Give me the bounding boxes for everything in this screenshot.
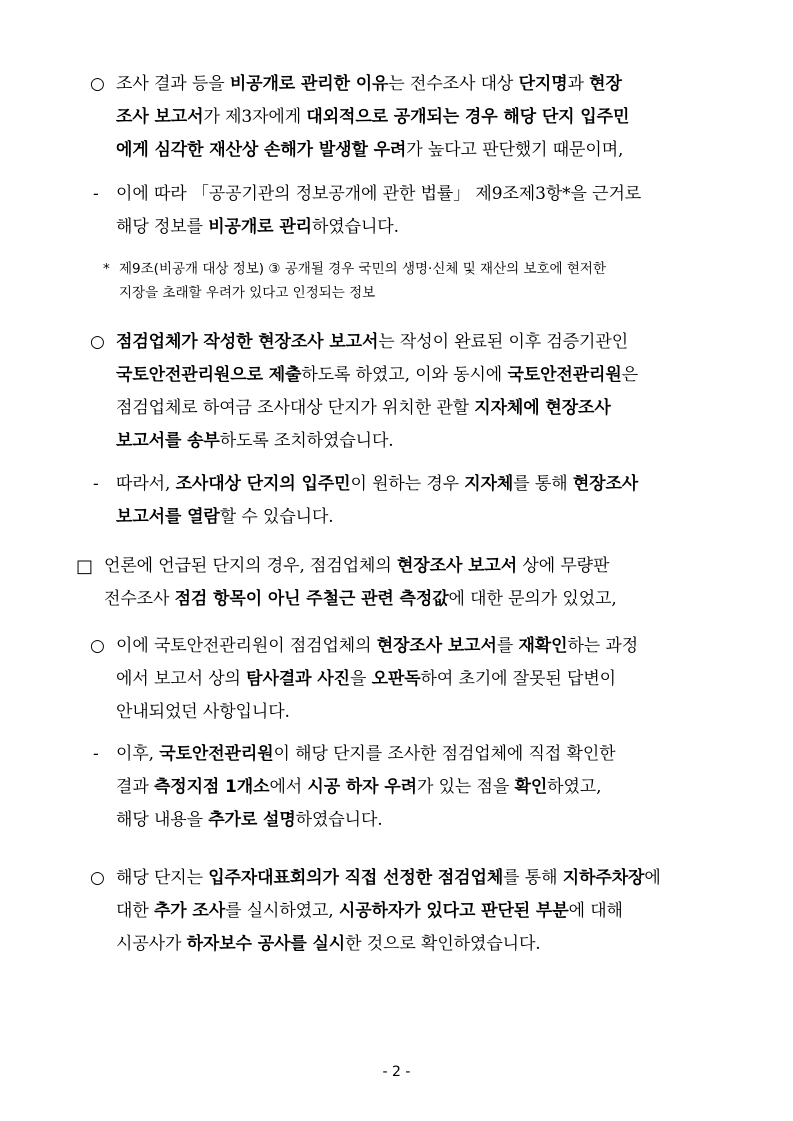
text-line bbox=[116, 696, 290, 729]
bold-text: 보고서를 송부 bbox=[116, 431, 220, 451]
text: 에서 보고서 상의 bbox=[116, 669, 247, 689]
text: 하였습니다. bbox=[311, 217, 399, 237]
bullet-marker: ○ bbox=[90, 868, 105, 888]
bold-text: 재확인 bbox=[518, 636, 568, 656]
bullet-marker: □ bbox=[76, 556, 94, 577]
text: 를 통해 bbox=[503, 868, 563, 888]
page-number: - 2 - bbox=[382, 1064, 411, 1080]
bullet-marker: - bbox=[93, 474, 99, 494]
text: 에 bbox=[644, 868, 661, 888]
text-line bbox=[116, 630, 638, 663]
bold-text: 국토안전관리원 bbox=[507, 365, 622, 385]
bold-text: 조사 보고서 bbox=[116, 107, 204, 127]
bullet-marker: - bbox=[93, 184, 99, 204]
text-line bbox=[116, 101, 629, 134]
text: 따라서, bbox=[116, 474, 176, 494]
bullet-marker: - bbox=[93, 744, 99, 764]
text: 하여 초기에 잘못된 답변이 bbox=[420, 669, 617, 689]
text-line bbox=[119, 281, 375, 305]
text: 를 통해 bbox=[513, 474, 573, 494]
text-line bbox=[104, 583, 617, 616]
text: 에서 bbox=[269, 777, 308, 797]
bold-text: 보고서를 열람 bbox=[116, 507, 220, 527]
text: 지장을 초래할 우려가 있다고 인정되는 정보 bbox=[119, 285, 376, 301]
text-line bbox=[116, 211, 399, 244]
bold-text: 현장 bbox=[589, 74, 622, 94]
text-line bbox=[116, 326, 628, 359]
bullet-marker: ○ bbox=[90, 74, 105, 94]
text: 조사 결과 등을 bbox=[116, 74, 230, 94]
text: 상에 무량판 bbox=[517, 556, 610, 576]
text: 전수조사 bbox=[104, 589, 175, 609]
bullet-marker: ○ bbox=[90, 332, 105, 352]
text: 이후, bbox=[116, 744, 160, 764]
text: 에 대해 bbox=[568, 901, 623, 921]
bold-text: 시공 하자 우려 bbox=[307, 777, 417, 797]
text-line bbox=[116, 895, 623, 928]
bold-text: 오판독 bbox=[371, 669, 421, 689]
bullet-marker: * bbox=[103, 261, 110, 277]
text: 에 대한 문의가 있었고, bbox=[448, 589, 617, 609]
bold-text: 점검 항목이 아닌 주철근 관련 측정값 bbox=[174, 589, 449, 609]
text: 언론에 언급된 단지의 경우, 점검업체의 bbox=[104, 556, 397, 576]
bold-text: 비공개로 관리한 이유 bbox=[229, 74, 389, 94]
bold-text: 시공하자가 있다고 판단된 부분 bbox=[338, 901, 569, 921]
text: 하는 과정 bbox=[567, 636, 639, 656]
text: 가 있는 점을 bbox=[416, 777, 515, 797]
text: 가 제3자에게 bbox=[203, 107, 307, 127]
text: 대한 bbox=[116, 901, 154, 921]
text-line bbox=[116, 425, 394, 458]
bold-text: 하자보수 공사를 실시 bbox=[186, 934, 346, 954]
text-line bbox=[116, 804, 383, 837]
text: 를 bbox=[496, 636, 519, 656]
text: 해당 내용을 bbox=[116, 810, 209, 830]
text-line bbox=[116, 928, 541, 961]
text-line bbox=[116, 392, 611, 425]
bold-text: 확인 bbox=[514, 777, 548, 797]
bold-text: 국토안전관리원으로 제출 bbox=[116, 365, 302, 385]
bold-text: 에게 심각한 재산상 손해가 발생할 우려 bbox=[116, 140, 407, 160]
text: 는 작성이 완료된 이후 검증기관인 bbox=[378, 332, 629, 352]
bold-text: 지자체에 현장조사 bbox=[474, 398, 611, 418]
text: 제9조(비공개 대상 정보) ③ 공개될 경우 국민의 생명·신체 및 재산의 보호에 현저한 bbox=[119, 261, 606, 277]
text-line bbox=[116, 468, 638, 501]
bold-text: 탐사결과 사진 bbox=[246, 669, 350, 689]
bold-text: 대외적으로 공개되는 경우 해당 단지 입주민 bbox=[306, 107, 630, 127]
bold-text: 현장조사 보고서 bbox=[376, 636, 497, 656]
bold-text: 추가로 설명 bbox=[208, 810, 296, 830]
text: 안내되었던 사항입니다. bbox=[116, 702, 290, 722]
text: 해당 정보를 bbox=[116, 217, 209, 237]
text: 해당 단지는 bbox=[116, 868, 209, 888]
text: 가 높다고 판단했기 때문이며, bbox=[406, 140, 624, 160]
text: 할 수 있습니다. bbox=[219, 507, 334, 527]
bold-text: 측정지점 1개소 bbox=[153, 777, 270, 797]
bold-text: 비공개로 관리 bbox=[208, 217, 312, 237]
text: 이에 따라 「공공기관의 정보공개에 관한 법률」 제9조제3항*을 근거로 bbox=[116, 184, 642, 204]
text-line bbox=[116, 862, 661, 895]
text-line bbox=[116, 771, 601, 804]
text: 은 bbox=[621, 365, 639, 385]
bold-text: 단지명 bbox=[518, 74, 568, 94]
text-line bbox=[104, 550, 609, 583]
bold-text: 지자체 bbox=[464, 474, 514, 494]
bold-text: 입주자대표회의가 직접 선정한 점검업체 bbox=[208, 868, 504, 888]
text: 한 것으로 확인하였습니다. bbox=[345, 934, 541, 954]
text: 이 해당 단지를 조사한 점검업체에 직접 확인한 bbox=[273, 744, 616, 764]
bold-text: 조사대상 단지의 입주민 bbox=[175, 474, 351, 494]
text: 과 bbox=[567, 74, 590, 94]
bold-text: 현장조사 bbox=[572, 474, 639, 494]
text: 시공사가 bbox=[116, 934, 187, 954]
bold-text: 현장조사 보고서 bbox=[396, 556, 518, 576]
text: 는 전수조사 대상 bbox=[388, 74, 519, 94]
text: 를 실시하였고, bbox=[225, 901, 339, 921]
text: 하였고, bbox=[547, 777, 602, 797]
bold-text: 지하주차장 bbox=[562, 868, 645, 888]
text: 하였습니다. bbox=[295, 810, 383, 830]
text-line bbox=[116, 134, 623, 167]
bold-text: 점검업체가 작성한 현장조사 보고서 bbox=[116, 332, 379, 352]
text: 이 원하는 경우 bbox=[350, 474, 465, 494]
bold-text: 국토안전관리원 bbox=[159, 744, 274, 764]
bullet-marker: ○ bbox=[90, 636, 105, 656]
text: 하도록 조치하였습니다. bbox=[219, 431, 394, 451]
text-line bbox=[119, 257, 606, 281]
text-line bbox=[116, 359, 638, 392]
text: 하도록 하였고, 이와 동시에 bbox=[301, 365, 508, 385]
text-line bbox=[116, 663, 616, 696]
text-line bbox=[116, 178, 641, 211]
text: 결과 bbox=[116, 777, 154, 797]
text: 점검업체로 하여금 조사대상 단지가 위치한 관할 bbox=[116, 398, 475, 418]
text: 을 bbox=[349, 669, 372, 689]
text: 이에 국토안전관리원이 점검업체의 bbox=[116, 636, 377, 656]
bold-text: 추가 조사 bbox=[153, 901, 226, 921]
text-line bbox=[116, 738, 615, 771]
text-line bbox=[116, 501, 334, 534]
text-line bbox=[116, 68, 622, 101]
